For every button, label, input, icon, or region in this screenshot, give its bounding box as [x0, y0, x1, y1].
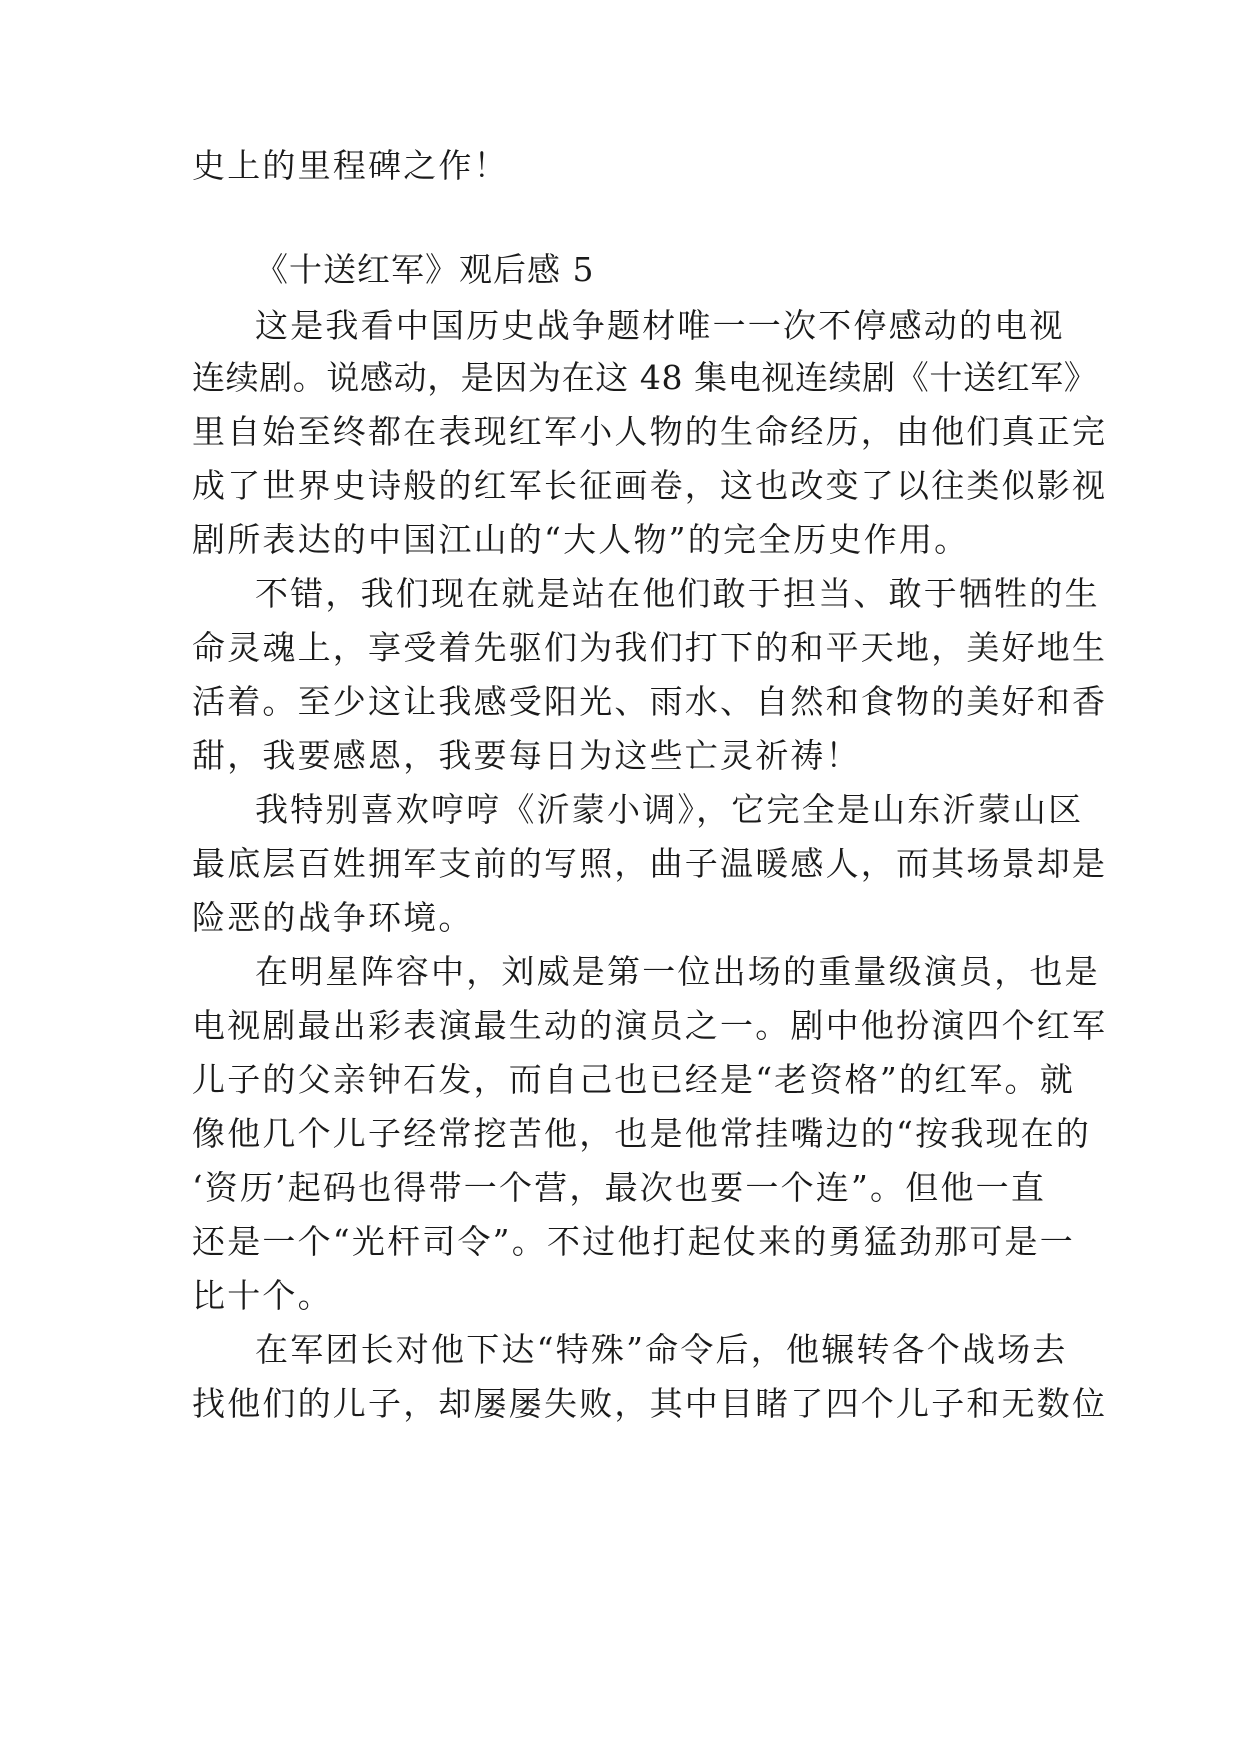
- paragraph-line: 儿子的父亲钟石发，而自己也已经是“老资格”的红军。就: [192, 1060, 1075, 1099]
- paragraph-line: 命灵魂上，享受着先驱们为我们打下的和平天地，美好地生: [192, 628, 1108, 667]
- paragraph-line: 险恶的战争环境。: [192, 898, 474, 937]
- paragraph-line: 成了世界史诗般的红军长征画卷，这也改变了以往类似影视: [192, 466, 1108, 505]
- paragraph-line: 活着。至少这让我感受阳光、雨水、自然和食物的美好和香: [192, 682, 1108, 721]
- paragraph-line: ‘资历’起码也得带一个营，最次也要一个连”。但他一直: [192, 1168, 1047, 1207]
- paragraph-line: 我特别喜欢哼哼《沂蒙小调》，它完全是山东沂蒙山区: [255, 790, 1084, 829]
- paragraph-line: 甜，我要感恩，我要每日为这些亡灵祈祷！: [192, 736, 861, 775]
- paragraph-line: 不错，我们现在就是站在他们敢于担当、敢于牺牲的生: [255, 574, 1100, 613]
- paragraph-line: 连续剧。说感动，是因为在这 48 集电视连续剧《十送红军》: [192, 358, 1098, 397]
- paragraph-line: 电视剧最出彩表演最生动的演员之一。剧中他扮演四个红军: [192, 1006, 1108, 1045]
- paragraph-line: 像他几个儿子经常挖苦他，也是他常挂嘴边的“按我现在的: [192, 1114, 1092, 1153]
- paragraph-line: 还是一个“光杆司令”。不过他打起仗来的勇猛劲那可是一: [192, 1222, 1075, 1261]
- paragraph-line: 最底层百姓拥军支前的写照，曲子温暖感人，而其场景却是: [192, 844, 1108, 883]
- paragraph-line: 比十个。: [192, 1276, 333, 1315]
- text-line: 史上的里程碑之作！: [192, 146, 509, 185]
- paragraph-line: 这是我看中国历史战争题材唯一一次不停感动的电视: [255, 306, 1065, 345]
- paragraph-line: 在明星阵容中，刘威是第一位出场的重量级演员，也是: [255, 952, 1100, 991]
- paragraph-line: 找他们的儿子，却屡屡失败，其中目睹了四个儿子和无数位: [192, 1384, 1108, 1423]
- section-title: 《十送红军》观后感 5: [255, 250, 595, 289]
- paragraph-line: 剧所表达的中国江山的“大人物”的完全历史作用。: [192, 520, 970, 559]
- paragraph-line: 在军团长对他下达“特殊”命令后，他辗转各个战场去: [255, 1330, 1068, 1369]
- paragraph-line: 里自始至终都在表现红军小人物的生命经历，由他们真正完: [192, 412, 1108, 451]
